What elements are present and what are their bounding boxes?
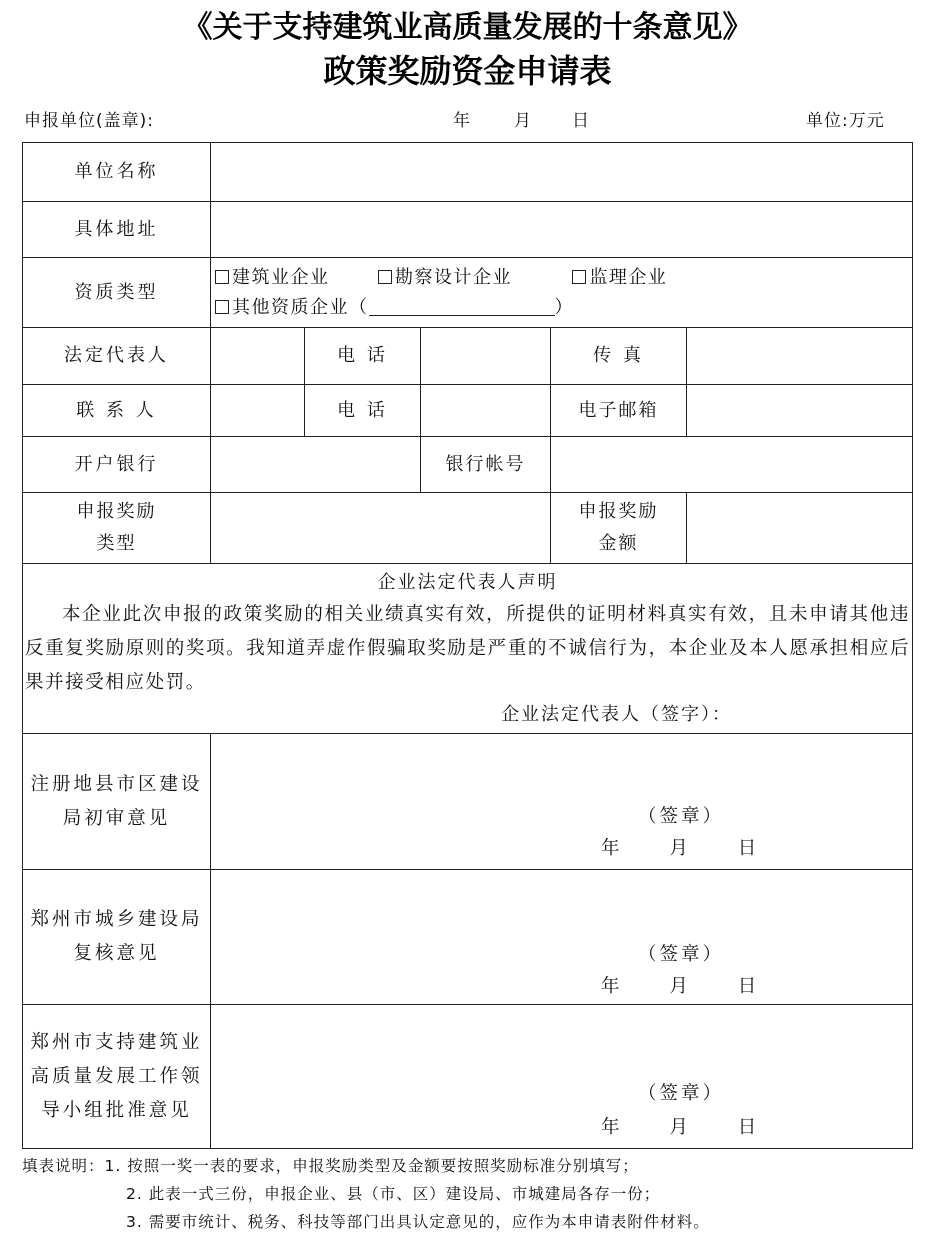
reward-type-field[interactable] — [211, 493, 551, 564]
document-subtitle: 政策奖励资金申请表 — [323, 52, 612, 90]
note-item-2: 2. 此表一式三份，申报企业、县（市、区）建设局、市城建局各存一份； — [126, 1185, 661, 1203]
qual-other-close: ） — [554, 296, 574, 318]
legal-rep-phone-label: 电 话 — [305, 328, 421, 385]
declaration-section — [23, 564, 913, 734]
legal-rep-label: 法定代表人 — [23, 328, 211, 385]
account-label: 银行帐号 — [421, 437, 551, 493]
fax-label: 传 真 — [551, 328, 687, 385]
qual-survey-design-checkbox[interactable] — [378, 270, 392, 284]
legal-rep-field[interactable] — [211, 328, 305, 385]
note-item-3: 3. 需要市统计、税务、科技等部门出具认定意见的，应作为本申请表附件材料。 — [126, 1213, 710, 1231]
company-name-field[interactable] — [211, 143, 913, 202]
qual-construction-label: 建筑业企业 — [232, 266, 330, 288]
reward-amount-label-line2: 金额 — [598, 533, 639, 554]
qualification-label: 资质类型 — [23, 258, 211, 328]
qual-other-label: 其他资质企业（ — [232, 296, 369, 318]
review-leadership-field[interactable] — [211, 1005, 913, 1149]
qual-survey-design-label: 勘察设计企业 — [394, 266, 512, 288]
reward-type-label-line2: 类型 — [96, 533, 137, 554]
application-form — [22, 142, 913, 1149]
bank-label: 开户银行 — [23, 437, 211, 493]
address-label: 具体地址 — [23, 202, 211, 258]
review-county-date: 年 月 日 — [601, 838, 779, 859]
legal-rep-phone-field[interactable] — [421, 328, 551, 385]
review-county-label: 注册地县市区建设局初审意见 — [23, 734, 211, 870]
review-city-seal: （签章） — [637, 944, 724, 965]
address-field[interactable] — [211, 202, 913, 258]
declaration-title: 企业法定代表人声明 — [377, 572, 558, 593]
review-city-label: 郑州市城乡建设局复核意见 — [23, 870, 211, 1005]
reward-type-label — [23, 493, 211, 564]
review-leadership-label: 郑州市支持建筑业高质量发展工作领导小组批准意见 — [23, 1005, 211, 1149]
filling-notes — [22, 1152, 710, 1236]
email-label: 电子邮箱 — [551, 385, 687, 437]
bank-field[interactable] — [211, 437, 421, 493]
review-leadership-seal: （签章） — [637, 1083, 724, 1104]
qual-other-checkbox[interactable] — [215, 300, 229, 314]
reward-amount-label — [551, 493, 687, 564]
unit-label: 单位:万元 — [806, 111, 885, 131]
contact-field[interactable] — [211, 385, 305, 437]
reward-amount-field[interactable] — [687, 493, 913, 564]
notes-prefix: 填表说明： — [22, 1157, 105, 1175]
company-name-label: 单位名称 — [23, 143, 211, 202]
reward-amount-label-line1: 申报奖励 — [578, 501, 659, 522]
document-title: 《关于支持建筑业高质量发展的十条意见》 — [182, 10, 753, 45]
declaration-signature-label: 企业法定代表人（签字）： — [501, 704, 733, 725]
qual-other-input[interactable] — [369, 297, 555, 316]
qual-supervision-label: 监理企业 — [589, 266, 668, 288]
header-month: 月 — [514, 111, 532, 131]
header-year: 年 — [453, 111, 471, 131]
fax-field[interactable] — [687, 328, 913, 385]
header-day: 日 — [572, 111, 590, 131]
review-leadership-date: 年 月 日 — [601, 1117, 779, 1138]
note-item-1: 1. 按照一奖一表的要求，申报奖励类型及金额要按照奖励标准分别填写； — [104, 1157, 639, 1175]
account-field[interactable] — [551, 437, 913, 493]
review-city-date: 年 月 日 — [601, 976, 779, 997]
review-county-seal: （签章） — [637, 806, 724, 827]
review-city-field[interactable] — [211, 870, 913, 1005]
qual-supervision-checkbox[interactable] — [572, 270, 586, 284]
review-county-field[interactable] — [211, 734, 913, 870]
applicant-label: 申报单位(盖章): — [24, 111, 154, 131]
declaration-body: 本企业此次申报的政策奖励的相关业绩真实有效，所提供的证明材料真实有效，且未申请其他违反重复奖励原则的奖项。我知道弄虚作假骗取奖励是严重的不诚信行为，本企业及本人愿承担相应后果并接受相应处罚。 — [25, 604, 911, 693]
contact-phone-field[interactable] — [421, 385, 551, 437]
qualification-options — [211, 258, 913, 328]
contact-label: 联 系 人 — [23, 385, 211, 437]
email-field[interactable] — [687, 385, 913, 437]
reward-type-label-line1: 申报奖励 — [76, 501, 157, 522]
contact-phone-label: 电 话 — [305, 385, 421, 437]
qual-construction-checkbox[interactable] — [215, 270, 229, 284]
